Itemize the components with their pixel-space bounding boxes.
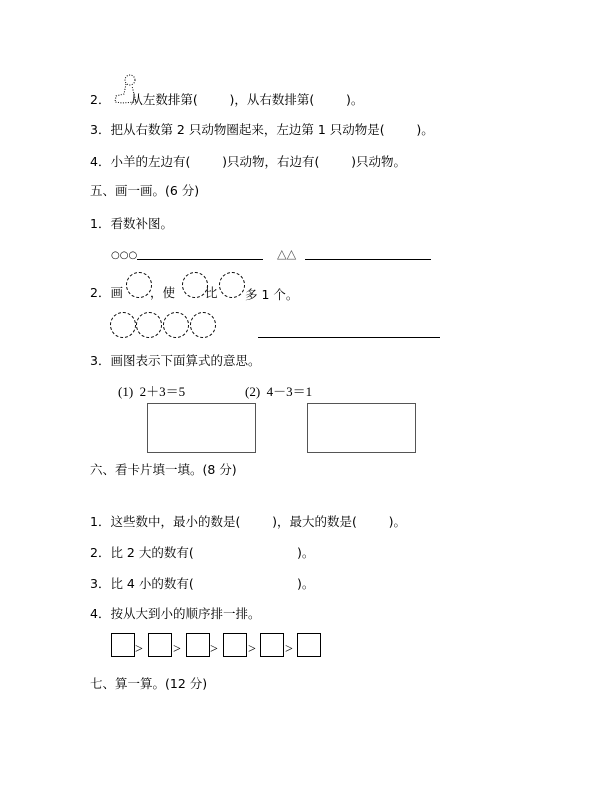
answer-line-circles-2: [258, 337, 440, 338]
circles-pattern: ○○○: [111, 250, 138, 261]
order-box: [297, 633, 321, 657]
section-5-q1: 1．看数补图。: [90, 216, 173, 231]
section-6-q3: 3．比 4 小的数有( )。: [90, 576, 315, 591]
section-5-q2-c: 比: [205, 285, 218, 300]
section-5-q2-a: 2．画: [90, 285, 123, 300]
section-6-q1: 1．这些数中，最小的数是( )，最大的数是( )。: [90, 514, 407, 529]
order-box: [111, 633, 135, 657]
section-5-q3: 3．画图表示下面算式的意思。: [90, 353, 261, 368]
greater-than: >: [248, 642, 256, 657]
dashed-circle: [110, 312, 136, 338]
greater-than: >: [285, 642, 293, 657]
section-6-q2: 2．比 2 大的数有( )。: [90, 545, 315, 560]
order-box: [260, 633, 284, 657]
triangles-pattern: △△: [277, 246, 297, 261]
dashed-circle: [190, 312, 216, 338]
answer-line-circles: [137, 259, 263, 260]
equation-2: (2) 4－3＝1: [245, 384, 313, 399]
greater-than: >: [173, 642, 181, 657]
order-box: [148, 633, 172, 657]
section-6-title: 六、看卡片填一填。(8 分): [90, 462, 237, 477]
section-5-q2-d: 多 1 个。: [245, 287, 299, 302]
greater-than: >: [210, 642, 218, 657]
drawing-box-2: [307, 403, 416, 453]
dashed-circle: [136, 312, 162, 338]
section-5-q2-b: ，使: [150, 285, 176, 300]
question-2: 2． 从左数排第( )，从右数排第( )。: [90, 92, 364, 107]
animal-picture-icon: [112, 72, 142, 106]
dashed-circle: [163, 312, 189, 338]
section-5-title: 五、画一画。(6 分): [90, 183, 200, 198]
section-6-q4: 4．按从大到小的顺序排一排。: [90, 606, 261, 621]
order-box: [223, 633, 247, 657]
question-3: 3．把从右数第 2 只动物圈起来，左边第 1 只动物是( )。: [90, 122, 434, 137]
equation-1: (1) 2＋3＝5: [118, 384, 186, 399]
empty-circle-icon: [219, 272, 245, 298]
answer-line-triangles: [305, 259, 431, 260]
drawing-box-1: [147, 403, 256, 453]
section-7-title: 七、算一算。(12 分): [90, 676, 208, 691]
greater-than: >: [135, 642, 143, 657]
smiley-face-icon: [126, 272, 152, 298]
question-4: 4．小羊的左边有( )只动物，右边有( )只动物。: [90, 154, 407, 169]
order-box: [186, 633, 210, 657]
